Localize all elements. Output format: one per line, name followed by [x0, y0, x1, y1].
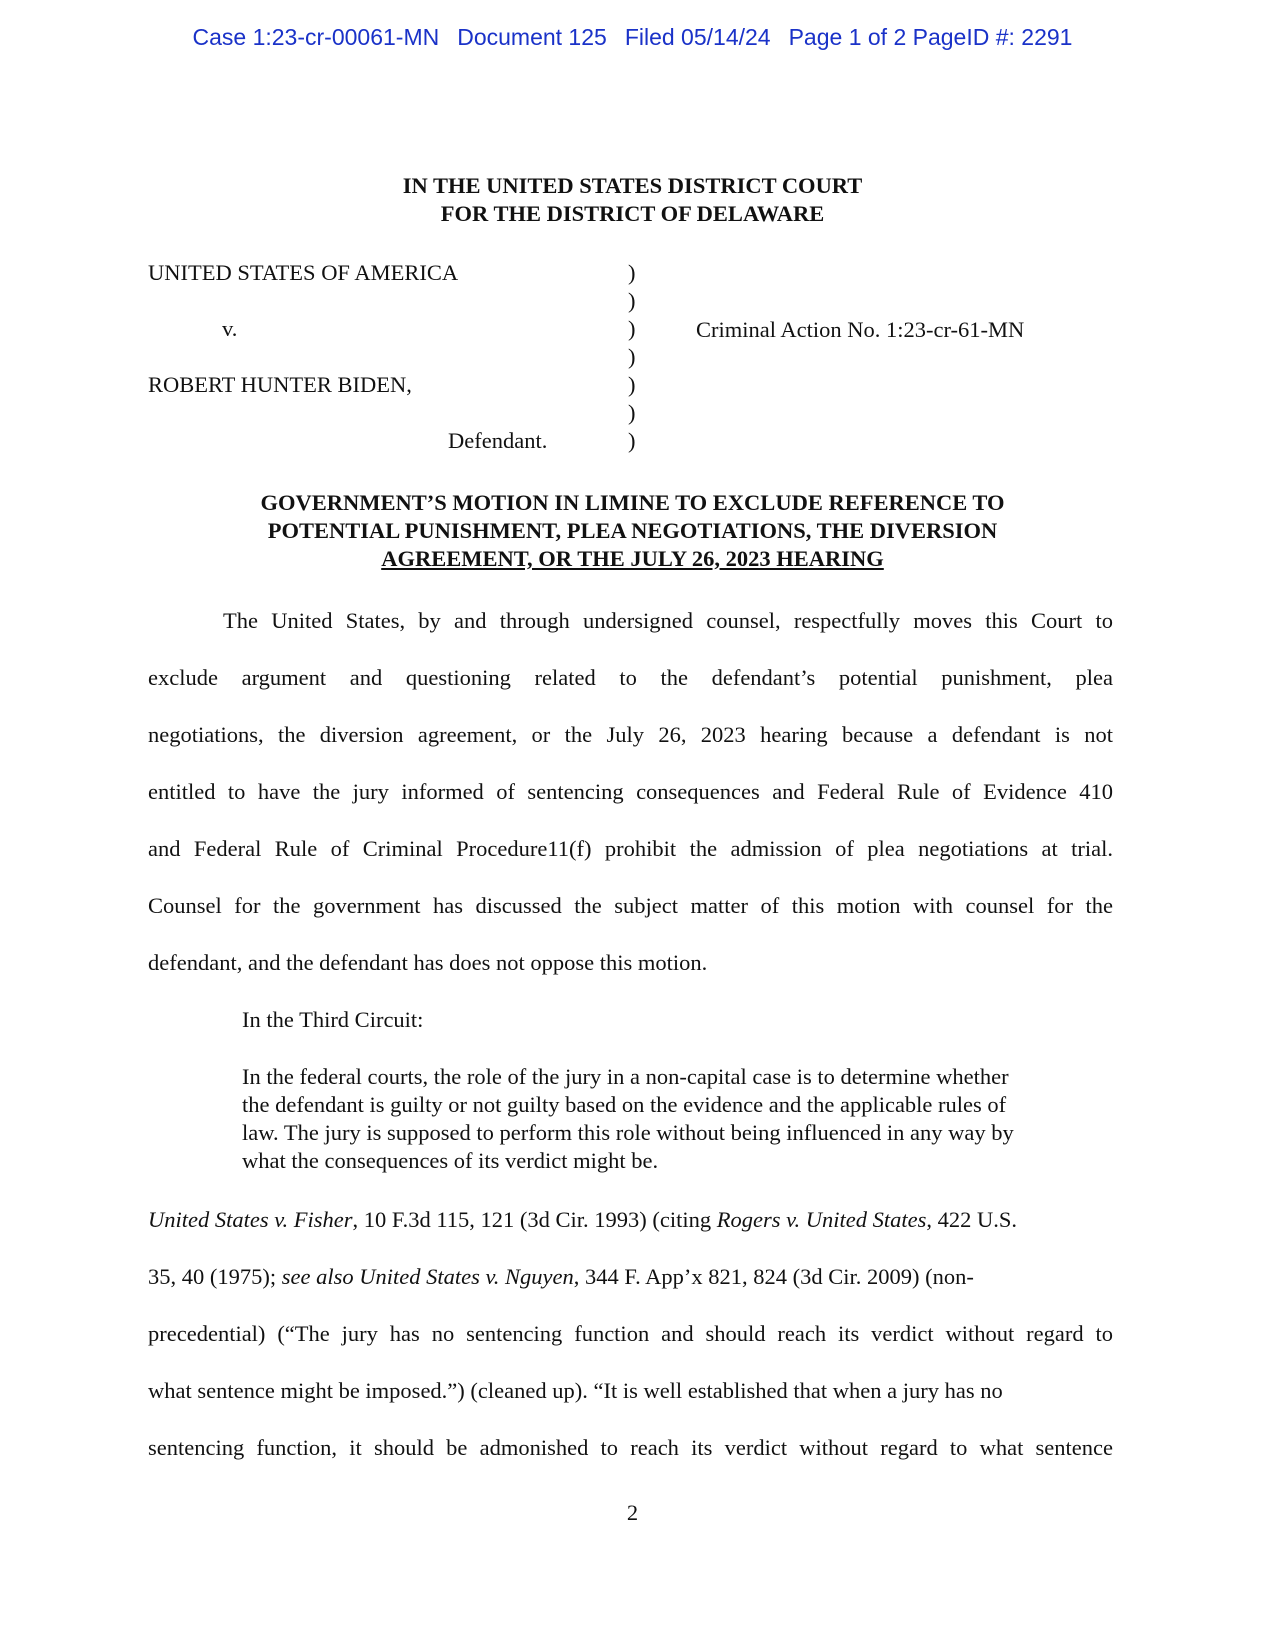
motion-title-line: POTENTIAL PUNISHMENT, PLEA NEGOTIATIONS, THE DIVERSION [267, 518, 998, 543]
body-line: and Federal Rule of Criminal Procedure11(f) prohibit the admission of plea negotiations at trial. [148, 836, 1113, 861]
paren: ) [628, 400, 636, 425]
quote-intro: In the Third Circuit: [242, 1007, 424, 1032]
court-name: IN THE UNITED STATES DISTRICT COURT [402, 173, 863, 198]
citation-text: 35, 40 (1975); [148, 1264, 282, 1289]
body-line: defendant, and the defendant has does not oppose this motion. [148, 950, 708, 975]
case-name: Rogers v. United States [716, 1207, 927, 1232]
page-number: 2 [626, 1500, 639, 1525]
court-heading [0, 172, 1265, 228]
block-quote-line: In the federal courts, the role of the jury in a non-capital case is to determine whether [242, 1064, 1009, 1089]
case-caption [148, 259, 618, 455]
block-quote-line: the defendant is guilty or not guilty based on the evidence and the applicable rules of [242, 1092, 1007, 1117]
header-case-number: Case 1:23-cr-00061-MN [192, 24, 440, 50]
body-line: precedential) (“The jury has no sentencing function and should reach its verdict without regard to [148, 1321, 1113, 1346]
paren: ) [628, 288, 636, 313]
caption-defendant-label: Defendant. [448, 428, 548, 453]
caption-versus: v. [222, 316, 238, 341]
citation-signal: see also [281, 1264, 354, 1289]
citation-text: , 344 F. App’x 821, 824 (3d Cir. 2009) (non- [573, 1264, 974, 1289]
motion-title-line: AGREEMENT, OR THE JULY 26, 2023 HEARING [381, 546, 884, 571]
caption-defendant-name: ROBERT HUNTER BIDEN, [148, 372, 412, 397]
paren: ) [628, 344, 636, 369]
block-quote [242, 1063, 1102, 1175]
body-line: entitled to have the jury informed of sentencing consequences and Federal Rule of Evidence 410 [148, 779, 1113, 804]
body-line: The United States, by and through undersigned counsel, respectfully moves this Court to [223, 608, 1113, 633]
citation-line [148, 1263, 1113, 1291]
header-filed-date: Filed 05/14/24 [624, 24, 771, 50]
header-page-id: Page 1 of 2 PageID #: 2291 [788, 24, 1073, 50]
criminal-action-number: Criminal Action No. 1:23-cr-61-MN [696, 317, 1025, 342]
body-line: sentencing function, it should be admonished to reach its verdict without regard to what sentence [148, 1435, 1113, 1460]
paren: ) [628, 372, 636, 397]
block-quote-line: what the consequences of its verdict might be. [242, 1148, 659, 1173]
citation-text: , 422 U.S. [926, 1207, 1017, 1232]
header-document-number: Document 125 [457, 24, 607, 50]
paren: ) [628, 428, 636, 453]
body-line: what sentence might be imposed.”) (cleaned up). “It is well established that when a jury has no [148, 1378, 1003, 1403]
case-name: United States v. Fisher [148, 1207, 353, 1232]
block-quote-line: law. The jury is supposed to perform this role without being influenced in any way by [242, 1120, 1014, 1145]
caption-plaintiff: UNITED STATES OF AMERICA [148, 260, 459, 285]
paren: ) [628, 316, 636, 341]
case-name: United States v. Nguyen [359, 1264, 574, 1289]
court-district: FOR THE DISTRICT OF DELAWARE [440, 201, 825, 226]
caption-parentheses [628, 259, 636, 455]
body-line: negotiations, the diversion agreement, or the July 26, 2023 hearing because a defendant is not [148, 722, 1113, 747]
motion-title [0, 489, 1265, 573]
motion-title-line: GOVERNMENT’S MOTION IN LIMINE TO EXCLUDE REFERENCE TO [260, 490, 1005, 515]
body-line: Counsel for the government has discussed the subject matter of this motion with counsel for the [148, 893, 1113, 918]
citation-text: , 10 F.3d 115, 121 (3d Cir. 1993) (citing [352, 1207, 717, 1232]
filing-header [0, 20, 1265, 54]
citation-line [148, 1206, 1113, 1234]
paren: ) [628, 260, 636, 285]
body-line: exclude argument and questioning related to the defendant’s potential punishment, plea [148, 665, 1113, 690]
